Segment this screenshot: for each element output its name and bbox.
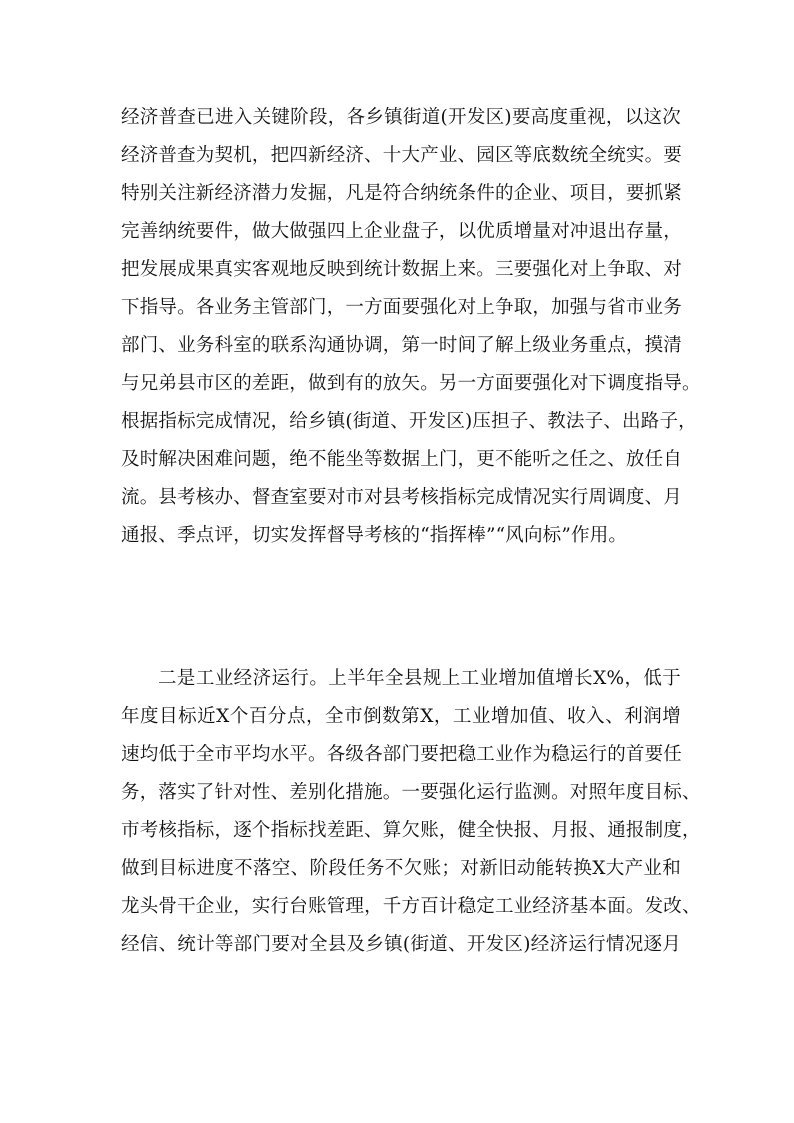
paragraph-line: 流。县考核办、督查室要对市对县考核指标完成情况实行周调度、月 xyxy=(121,487,683,508)
paragraph-line: 年度目标近X个百分点，全市倒数第X，工业增加值、收入、利润增 xyxy=(121,706,681,727)
paragraph-line: 经济普查为契机，把四新经济、十大产业、园区等底数统全统实。要 xyxy=(121,145,683,166)
paragraph-line: 通报、季点评，切实发挥督导考核的“指挥棒”“风向标”作用。 xyxy=(121,525,628,546)
paragraph-line: 二是工业经济运行。上半年全县规上工业增加值增长X%，低于 xyxy=(158,668,681,689)
paragraph-line: 把发展成果真实客观地反映到统计数据上来。三要强化对上争取、对 xyxy=(121,259,683,280)
paragraph-line: 根据指标完成情况，给乡镇(街道、开发区)压担子、教法子、出路子， xyxy=(121,411,697,432)
paragraph-line: 与兄弟县市区的差距，做到有的放矢。另一方面要强化对下调度指导。 xyxy=(121,373,701,394)
paragraph-line: 下指导。各业务主管部门，一方面要强化对上争取，加强与省市业务 xyxy=(121,297,683,318)
paragraph-line: 完善纳统要件，做大做强四上企业盘子，以优质增量对冲退出存量， xyxy=(121,221,683,242)
paragraph-line: 经信、统计等部门要对全县及乡镇(街道、开发区)经济运行情况逐月 xyxy=(121,934,681,955)
paragraph-line: 龙头骨干企业，实行台账管理，千方百计稳定工业经济基本面。发改、 xyxy=(121,896,701,917)
paragraph-line: 经济普查已进入关键阶段，各乡镇街道(开发区)要高度重视，以这次 xyxy=(121,107,681,128)
paragraph-line: 速均低于全市平均水平。各级各部门要把稳工业作为稳运行的首要任 xyxy=(121,744,683,765)
paragraph-line: 及时解决困难问题，绝不能坐等数据上门，更不能听之任之、放任自 xyxy=(121,449,683,470)
paragraph-line: 做到目标进度不落空、阶段任务不欠账；对新旧动能转换X大产业和 xyxy=(121,858,681,879)
paragraph-line: 市考核指标，逐个指标找差距、算欠账，健全快报、月报、通报制度， xyxy=(121,820,701,841)
paragraph-line: 务，落实了针对性、差别化措施。一要强化运行监测。对照年度目标、 xyxy=(121,782,701,803)
paragraph-line: 特别关注新经济潜力发掘，凡是符合纳统条件的企业、项目，要抓紧 xyxy=(121,183,683,204)
paragraph-line: 部门、业务科室的联系沟通协调，第一时间了解上级业务重点，摸清 xyxy=(121,335,683,356)
